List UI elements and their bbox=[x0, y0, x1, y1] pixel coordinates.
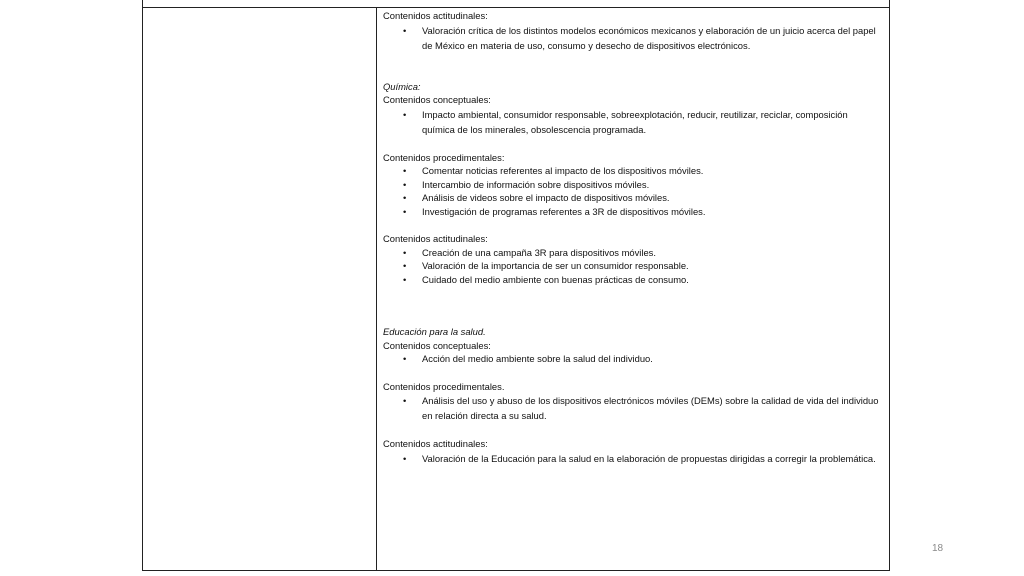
bullet-icon: • bbox=[403, 192, 407, 203]
section-heading: Contenidos procedimentales. bbox=[383, 380, 505, 392]
list-item: • Análisis del uso y abuso de los dispositivos electrónicos móviles (DEMs) sobre la calidad de vida del individuo en relación directa a su salud. bbox=[403, 395, 879, 421]
bullet-icon: • bbox=[403, 205, 407, 217]
bullet-list bbox=[383, 352, 883, 366]
bullet-icon: • bbox=[403, 165, 407, 176]
table-column-divider bbox=[376, 7, 377, 571]
list-item: • Impacto ambiental, consumidor responsable, sobreexplotación, reducir, reutilizar, reciclar, composición química de los minerales, obsolescencia programada. bbox=[403, 108, 848, 135]
bullet-list bbox=[383, 393, 883, 423]
section-heading: Contenidos procedimentales: bbox=[383, 151, 505, 163]
list-item: • Acción del medio ambiente sobre la salud del individuo. bbox=[403, 353, 653, 364]
section-heading: Contenidos conceptuales: bbox=[383, 339, 491, 351]
subject-title: Química: bbox=[383, 80, 421, 92]
table-top-border bbox=[142, 7, 890, 8]
bullet-icon: • bbox=[403, 246, 407, 258]
list-item: • Investigación de programas referentes a 3R de dispositivos móviles. bbox=[403, 205, 706, 217]
subject-title: Educación para la salud. bbox=[383, 326, 486, 337]
bullet-icon: • bbox=[403, 452, 407, 464]
section-heading: Contenidos actitudinales: bbox=[383, 10, 488, 21]
bullet-icon: • bbox=[403, 273, 407, 285]
section-heading: Contenidos actitudinales: bbox=[383, 438, 488, 449]
bullet-list bbox=[383, 107, 883, 137]
section-heading: Contenidos conceptuales: bbox=[383, 94, 491, 105]
table-right-cell bbox=[383, 9, 883, 466]
list-item: • Intercambio de información sobre dispositivos móviles. bbox=[403, 178, 650, 190]
bullet-list bbox=[383, 246, 883, 287]
bullet-list bbox=[383, 164, 883, 218]
list-item: • Análisis de videos sobre el impacto de dispositivos móviles. bbox=[403, 192, 670, 203]
bullet-icon: • bbox=[403, 353, 407, 364]
bullet-icon: • bbox=[403, 260, 407, 271]
section-heading: Contenidos actitudinales: bbox=[383, 233, 488, 244]
bullet-list bbox=[383, 451, 883, 466]
list-item: • Cuidado del medio ambiente con buenas prácticas de consumo. bbox=[403, 273, 689, 285]
bullet-icon: • bbox=[403, 178, 407, 190]
bullet-list bbox=[383, 23, 883, 53]
list-item: • Comentar noticias referentes al impacto de los dispositivos móviles. bbox=[403, 165, 704, 176]
bullet-icon: • bbox=[403, 395, 407, 406]
list-item: • Creación de una campaña 3R para dispositivos móviles. bbox=[403, 246, 656, 258]
page-number: 18 bbox=[932, 543, 944, 554]
list-item: • Valoración de la importancia de ser un consumidor responsable. bbox=[403, 260, 689, 271]
list-item: • Valoración de la Educación para la salud en la elaboración de propuestas dirigidas a corregir la problemática. bbox=[403, 452, 876, 464]
bullet-icon: • bbox=[403, 108, 407, 120]
bullet-icon: • bbox=[403, 24, 407, 36]
list-item: • Valoración crítica de los distintos modelos económicos mexicanos y elaboración de un juicio acerca del papel de México en materia de uso, consumo y desecho de dispositivos electrónicos. bbox=[403, 24, 876, 51]
